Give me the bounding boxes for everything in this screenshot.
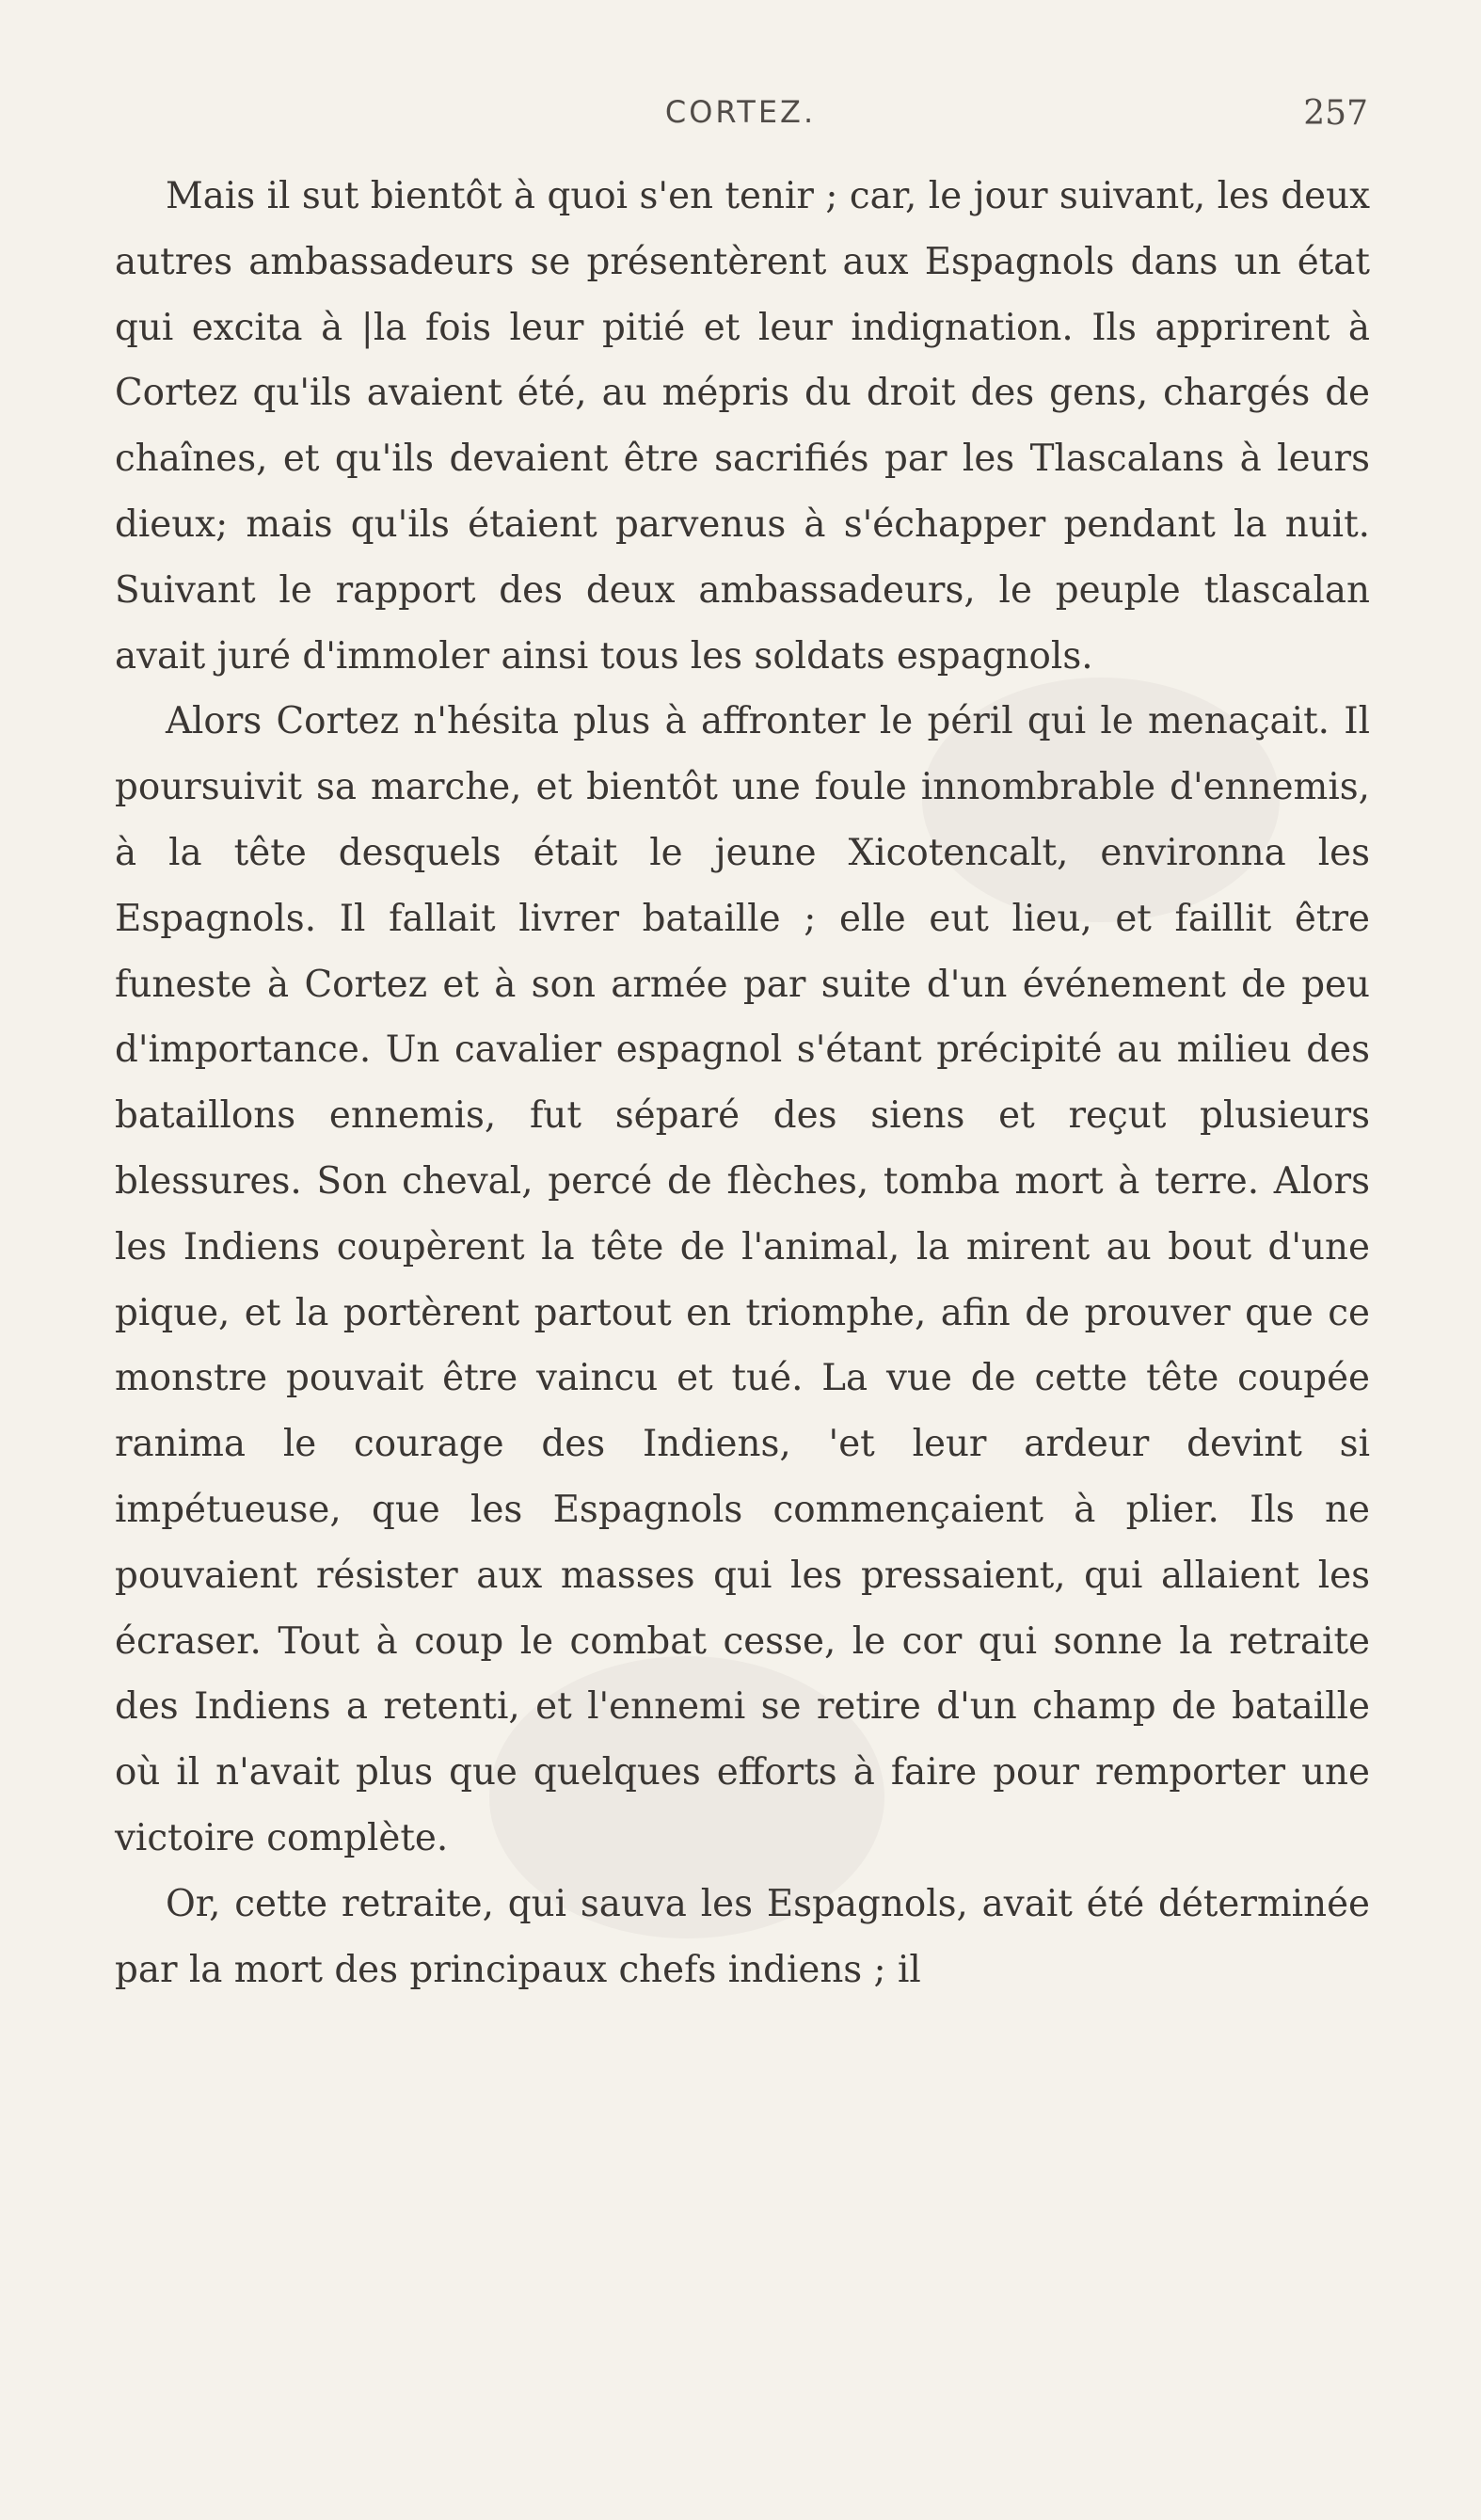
running-title: CORTEZ. — [664, 94, 817, 130]
running-head — [113, 94, 1368, 141]
page-number: 257 — [1303, 94, 1368, 133]
paragraph: Or, cette retraite, qui sauva les Espagnols, avait été déterminée par la mort des principaux chefs indiens ; il — [115, 1882, 1370, 1991]
paragraph: Mais il sut bientôt à quoi s'en tenir ; car, le jour suivant, les deux autres ambassadeurs se présentèrent aux Espagnols dans un état qui excita à |la fois leur pitié et leur indignation. Ils apprirent à Cortez qu'ils avaient été, au mépris du droit des gens, chargés de chaînes, et qu'ils devaient être sacrifiés par les Tlascalans à leurs dieux; mais qu'ils étaient parvenus à s'échapper pendant la nuit. Suivant le rapport des deux ambassadeurs, le peuple tlascalan avait juré d'immoler ainsi tous les soldats espagnols. — [115, 175, 1370, 678]
paragraph: Alors Cortez n'hésita plus à affronter le péril qui le menaçait. Il poursuivit sa marche, et bientôt une foule innombrable d'ennemis, à la tête desquels était le jeune Xicotencalt, environna les Espagnols. Il fallait livrer bataille ; elle eut lieu, et faillit être funeste à Cortez et à son armée par suite d'un événement de peu d'importance. Un cavalier espagnol s'étant précipité au milieu des bataillons ennemis, fut séparé des siens et reçut plusieurs blessures. Son cheval, percé de flèches, tomba mort à terre. Alors les Indiens coupèrent la tête de l'animal, la mirent au bout d'une pique, et la portèrent partout en triomphe, afin de prouver que ce monstre pouvait être vaincu et tué. La vue de cette tête coupée ranima le courage des Indiens, 'et leur ardeur devint si impétueuse, que les Espagnols commençaient à plier. Ils ne pouvaient résister aux masses qui les pressaient, qui allaient les écraser. Tout à coup le combat cesse, le cor qui sonne la retraite des Indiens a retenti, et l'ennemi se retire d'un champ de bataille où il n'avait plus que quelques efforts à faire pour remporter une victoire complète. — [115, 700, 1370, 1859]
body-text — [115, 164, 1370, 2002]
